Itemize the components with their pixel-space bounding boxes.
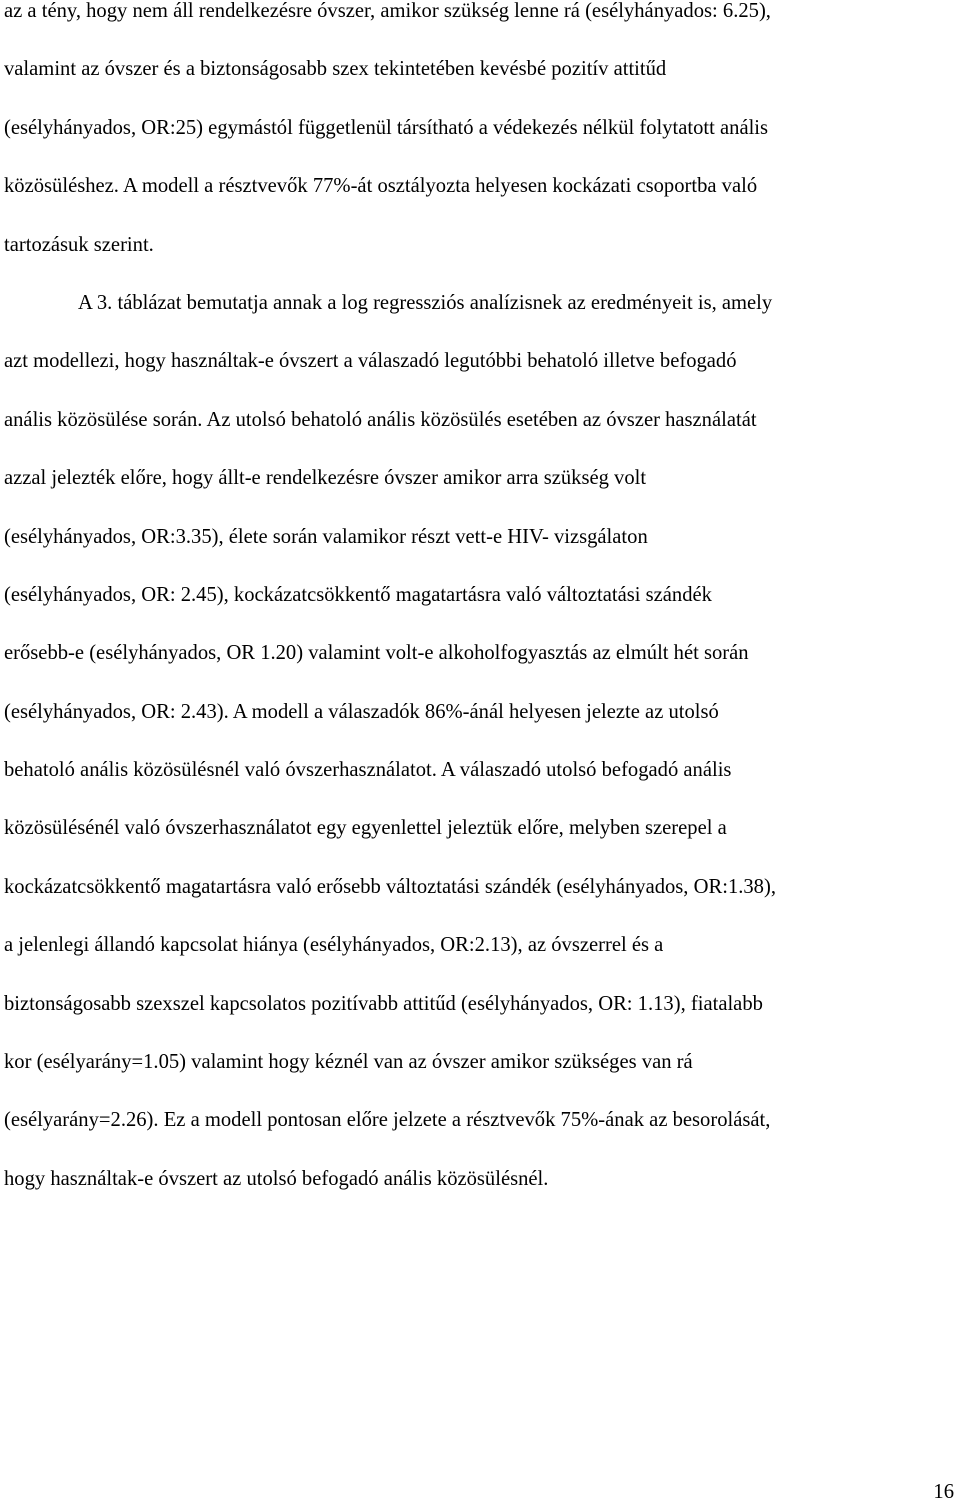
text-line: valamint az óvszer és a biztonságosabb szex tekintetében kevésbé pozitív attitűd bbox=[4, 58, 667, 81]
text-line: tartozásuk szerint. bbox=[4, 233, 154, 256]
text-line: kor (esélyarány=1.05) valamint hogy kéznél van az óvszer amikor szükséges van rá bbox=[4, 1051, 693, 1074]
text-line: közösüléshez. A modell a résztvevők 77%-át osztályozta helyesen kockázati csoportba való bbox=[4, 175, 758, 198]
text-line: anális közösülése során. Az utolsó behatoló anális közösülés esetében az óvszer használatát bbox=[4, 408, 757, 431]
body-text bbox=[4, 0, 956, 1223]
text-line: az a tény, hogy nem áll rendelkezésre óvszer, amikor szükség lenne rá (esélyhányados: 6.25), bbox=[4, 0, 771, 22]
text-line: közösülésénél való óvszerhasználatot egy egyenlettel jeleztük előre, melyben szerepel a bbox=[4, 817, 727, 840]
text-line: (esélyarány=2.26). Ez a modell pontosan előre jelzete a résztvevők 75%-ának az besorolását, bbox=[4, 1109, 771, 1132]
text-line: biztonságosabb szexszel kapcsolatos pozitívabb attitűd (esélyhányados, OR: 1.13), fiatalabb bbox=[4, 992, 763, 1015]
text-line: erősebb-e (esélyhányados, OR 1.20) valamint volt-e alkoholfogyasztás az elmúlt hét során bbox=[4, 642, 749, 665]
page-number: 16 bbox=[933, 1481, 954, 1503]
text-line: azt modellezi, hogy használtak-e óvszert a válaszadó legutóbbi behatoló illetve befogadó bbox=[4, 350, 737, 373]
text-line: A 3. táblázat bemutatja annak a log regressziós analízisnek az eredményeit is, amely bbox=[78, 291, 773, 314]
text-line: a jelenlegi állandó kapcsolat hiánya (esélyhányados, OR:2.13), az óvszerrel és a bbox=[4, 934, 664, 957]
text-line: hogy használtak-e óvszert az utolsó befogadó anális közösülésnél. bbox=[4, 1167, 549, 1190]
text-line: (esélyhányados, OR: 2.45), kockázatcsökkentő magatartásra való változtatási szándék bbox=[4, 583, 712, 606]
text-line: (esélyhányados, OR: 2.43). A modell a válaszadók 86%-ánál helyesen jelezte az utolsó bbox=[4, 700, 719, 723]
text-line: behatoló anális közösülésnél való óvszerhasználatot. A válaszadó utolsó befogadó anális bbox=[4, 759, 732, 782]
text-line: azzal jelezték előre, hogy állt-e rendelkezésre óvszer amikor arra szükség volt bbox=[4, 467, 647, 490]
text-line: (esélyhányados, OR:25) egymástól függetlenül társítható a védekezés nélkül folytatott anális bbox=[4, 116, 769, 139]
text-line: kockázatcsökkentő magatartásra való erősebb változtatási szándék (esélyhányados, OR:1.38), bbox=[4, 875, 776, 898]
text-line: (esélyhányados, OR:3.35), élete során valamikor részt vett-e HIV- vizsgálaton bbox=[4, 525, 648, 548]
